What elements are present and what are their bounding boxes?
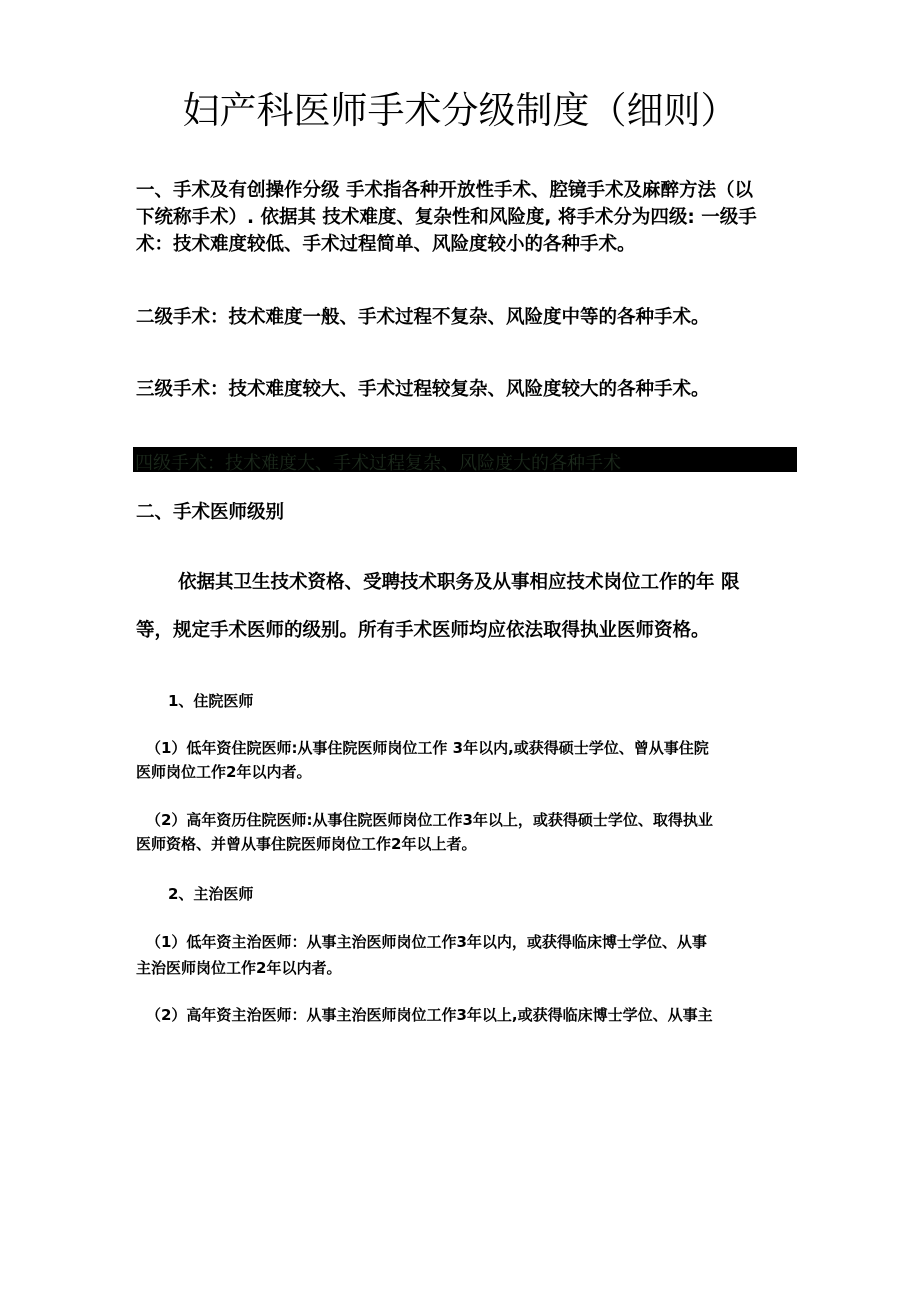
item-line: （2）高年资主治医师：从事主治医师岗位工作3年以上,或获得临床博士学位、从事主	[146, 1006, 713, 1024]
item-line: （1）低年资住院医师:从事住院医师岗位工作 3年以内,或获得硕士学位、曾从事住院	[146, 739, 709, 757]
paragraph-line: 术：技术难度较低、手术过程简单、风险度较小的各种手术。	[136, 234, 636, 255]
item-line: 医师岗位工作2年以内者。	[136, 763, 312, 781]
paragraph-line: 等，规定手术医师的级别。所有手术医师均应依法取得执业医师资格。	[136, 620, 710, 641]
paragraph-line: 一、手术及有创操作分级 手术指各种开放性手术、腔镜手术及麻醉方法（以	[136, 180, 753, 201]
attending-heading: 2、主治医师	[168, 885, 254, 903]
page-title: 妇产科医师手术分级制度（细则）	[182, 89, 738, 132]
level3-text: 三级手术：技术难度较大、手术过程较复杂、风险度较大的各种手术。	[136, 379, 710, 400]
item-line: （1）低年资主治医师：从事主治医师岗位工作3年以内，或获得临床博士学位、从事	[146, 933, 707, 951]
item-line: （2）高年资历住院医师:从事住院医师岗位工作3年以上，或获得硕士学位、取得执业	[146, 811, 713, 829]
level2-text: 二级手术：技术难度一般、手术过程不复杂、风险度中等的各种手术。	[136, 307, 710, 328]
level4-highlight	[133, 447, 797, 472]
level4-text: 四级手术：技术难度大、手术过程复杂、风险度大的各种手术	[135, 453, 621, 474]
paragraph-line: 依据其卫生技术资格、受聘技术职务及从事相应技术岗位工作的年 限	[178, 572, 740, 593]
section2-heading: 二、手术医师级别	[136, 502, 285, 523]
resident-heading: 1、住院医师	[168, 692, 254, 710]
item-line: 主治医师岗位工作2年以内者。	[136, 959, 342, 977]
item-line: 医师资格、并曾从事住院医师岗位工作2年以上者。	[136, 835, 477, 853]
paragraph-line: 下统称手术）. 依据其 技术难度、复杂性和风险度, 将手术分为四级: 一级手	[136, 207, 757, 228]
